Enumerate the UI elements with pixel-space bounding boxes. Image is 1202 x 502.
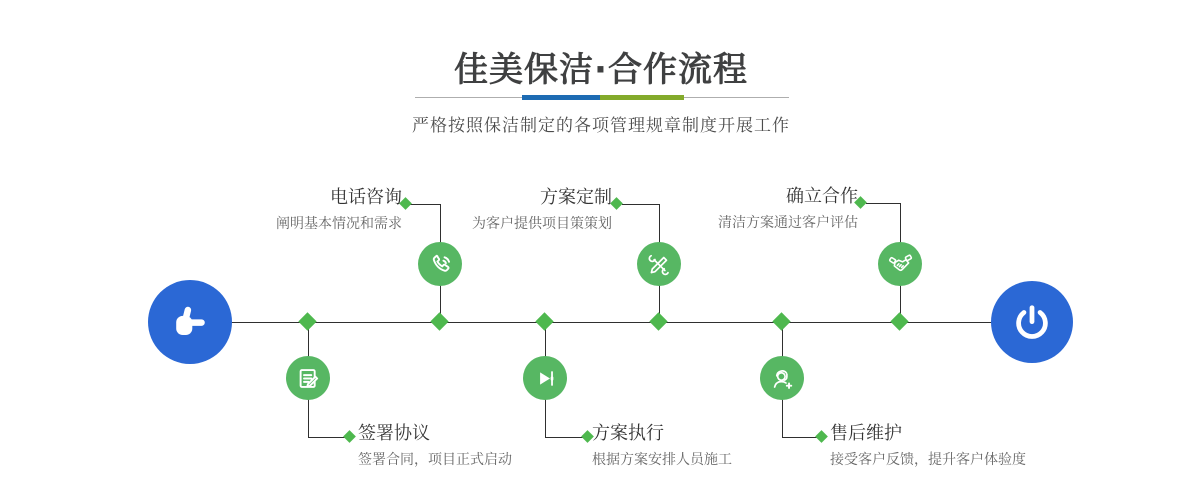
step-after-sales xyxy=(830,424,1026,468)
page-title: 佳美保洁·合作流程 xyxy=(454,50,748,90)
label-diamond xyxy=(815,430,828,443)
connector-horizontal xyxy=(410,204,440,205)
step-sign-agreement xyxy=(358,424,512,468)
connector-horizontal xyxy=(545,437,586,438)
timeline-node-diamond xyxy=(890,312,908,330)
step-establish-cooperation xyxy=(718,187,858,231)
timeline-node-diamond xyxy=(649,312,667,330)
step-title: 签署协议 xyxy=(358,423,430,444)
timeline-node-diamond xyxy=(772,312,790,330)
label-diamond xyxy=(610,197,623,210)
step-plan-design xyxy=(472,188,612,232)
page-subtitle: 严格按照保洁制定的各项管理规章制度开展工作 xyxy=(412,116,790,136)
step-description: 签署合同，项目正式启动 xyxy=(358,452,512,468)
step-description: 为客户提供项目策策划 xyxy=(472,216,612,232)
step-circle-plan-design xyxy=(637,242,681,286)
step-description: 阐明基本情况和需求 xyxy=(276,216,402,232)
step-circle-after-sales xyxy=(760,356,804,400)
step-description: 根据方案安排人员施工 xyxy=(592,452,732,468)
divider-green-segment xyxy=(600,95,684,100)
power-icon xyxy=(1010,300,1054,344)
timeline-start-node xyxy=(148,280,232,364)
step-title: 售后维护 xyxy=(830,423,902,444)
step-title: 电话咨询 xyxy=(330,187,402,208)
step-title: 确立合作 xyxy=(786,186,858,207)
pencil-wrench-icon xyxy=(646,251,673,278)
document-pen-icon xyxy=(295,365,322,392)
timeline-end-node xyxy=(991,281,1073,363)
connector-horizontal xyxy=(782,437,820,438)
connector-horizontal xyxy=(866,203,900,204)
play-icon xyxy=(532,365,559,392)
divider-blue-segment xyxy=(522,95,600,100)
timeline-node-diamond xyxy=(430,312,448,330)
connector-horizontal xyxy=(622,204,659,205)
label-diamond xyxy=(343,430,356,443)
step-circle-sign-agreement xyxy=(286,356,330,400)
step-description: 清洁方案通过客户评估 xyxy=(718,215,858,231)
headset-plus-icon xyxy=(769,365,796,392)
step-description: 接受客户反馈，提升客户体验度 xyxy=(830,452,1026,468)
title-divider xyxy=(415,97,789,98)
step-phone-consultation xyxy=(276,188,402,232)
step-plan-execution xyxy=(592,424,732,468)
hand-pointing-right-icon xyxy=(167,299,213,345)
connector-horizontal xyxy=(308,437,348,438)
step-title: 方案定制 xyxy=(540,187,612,208)
step-circle-cooperation xyxy=(878,242,922,286)
step-title: 方案执行 xyxy=(592,423,664,444)
timeline-node-diamond xyxy=(535,312,553,330)
step-circle-phone xyxy=(418,242,462,286)
step-circle-execution xyxy=(523,356,567,400)
handshake-icon xyxy=(887,251,914,278)
timeline-node-diamond xyxy=(298,312,316,330)
phone-icon xyxy=(427,251,454,278)
